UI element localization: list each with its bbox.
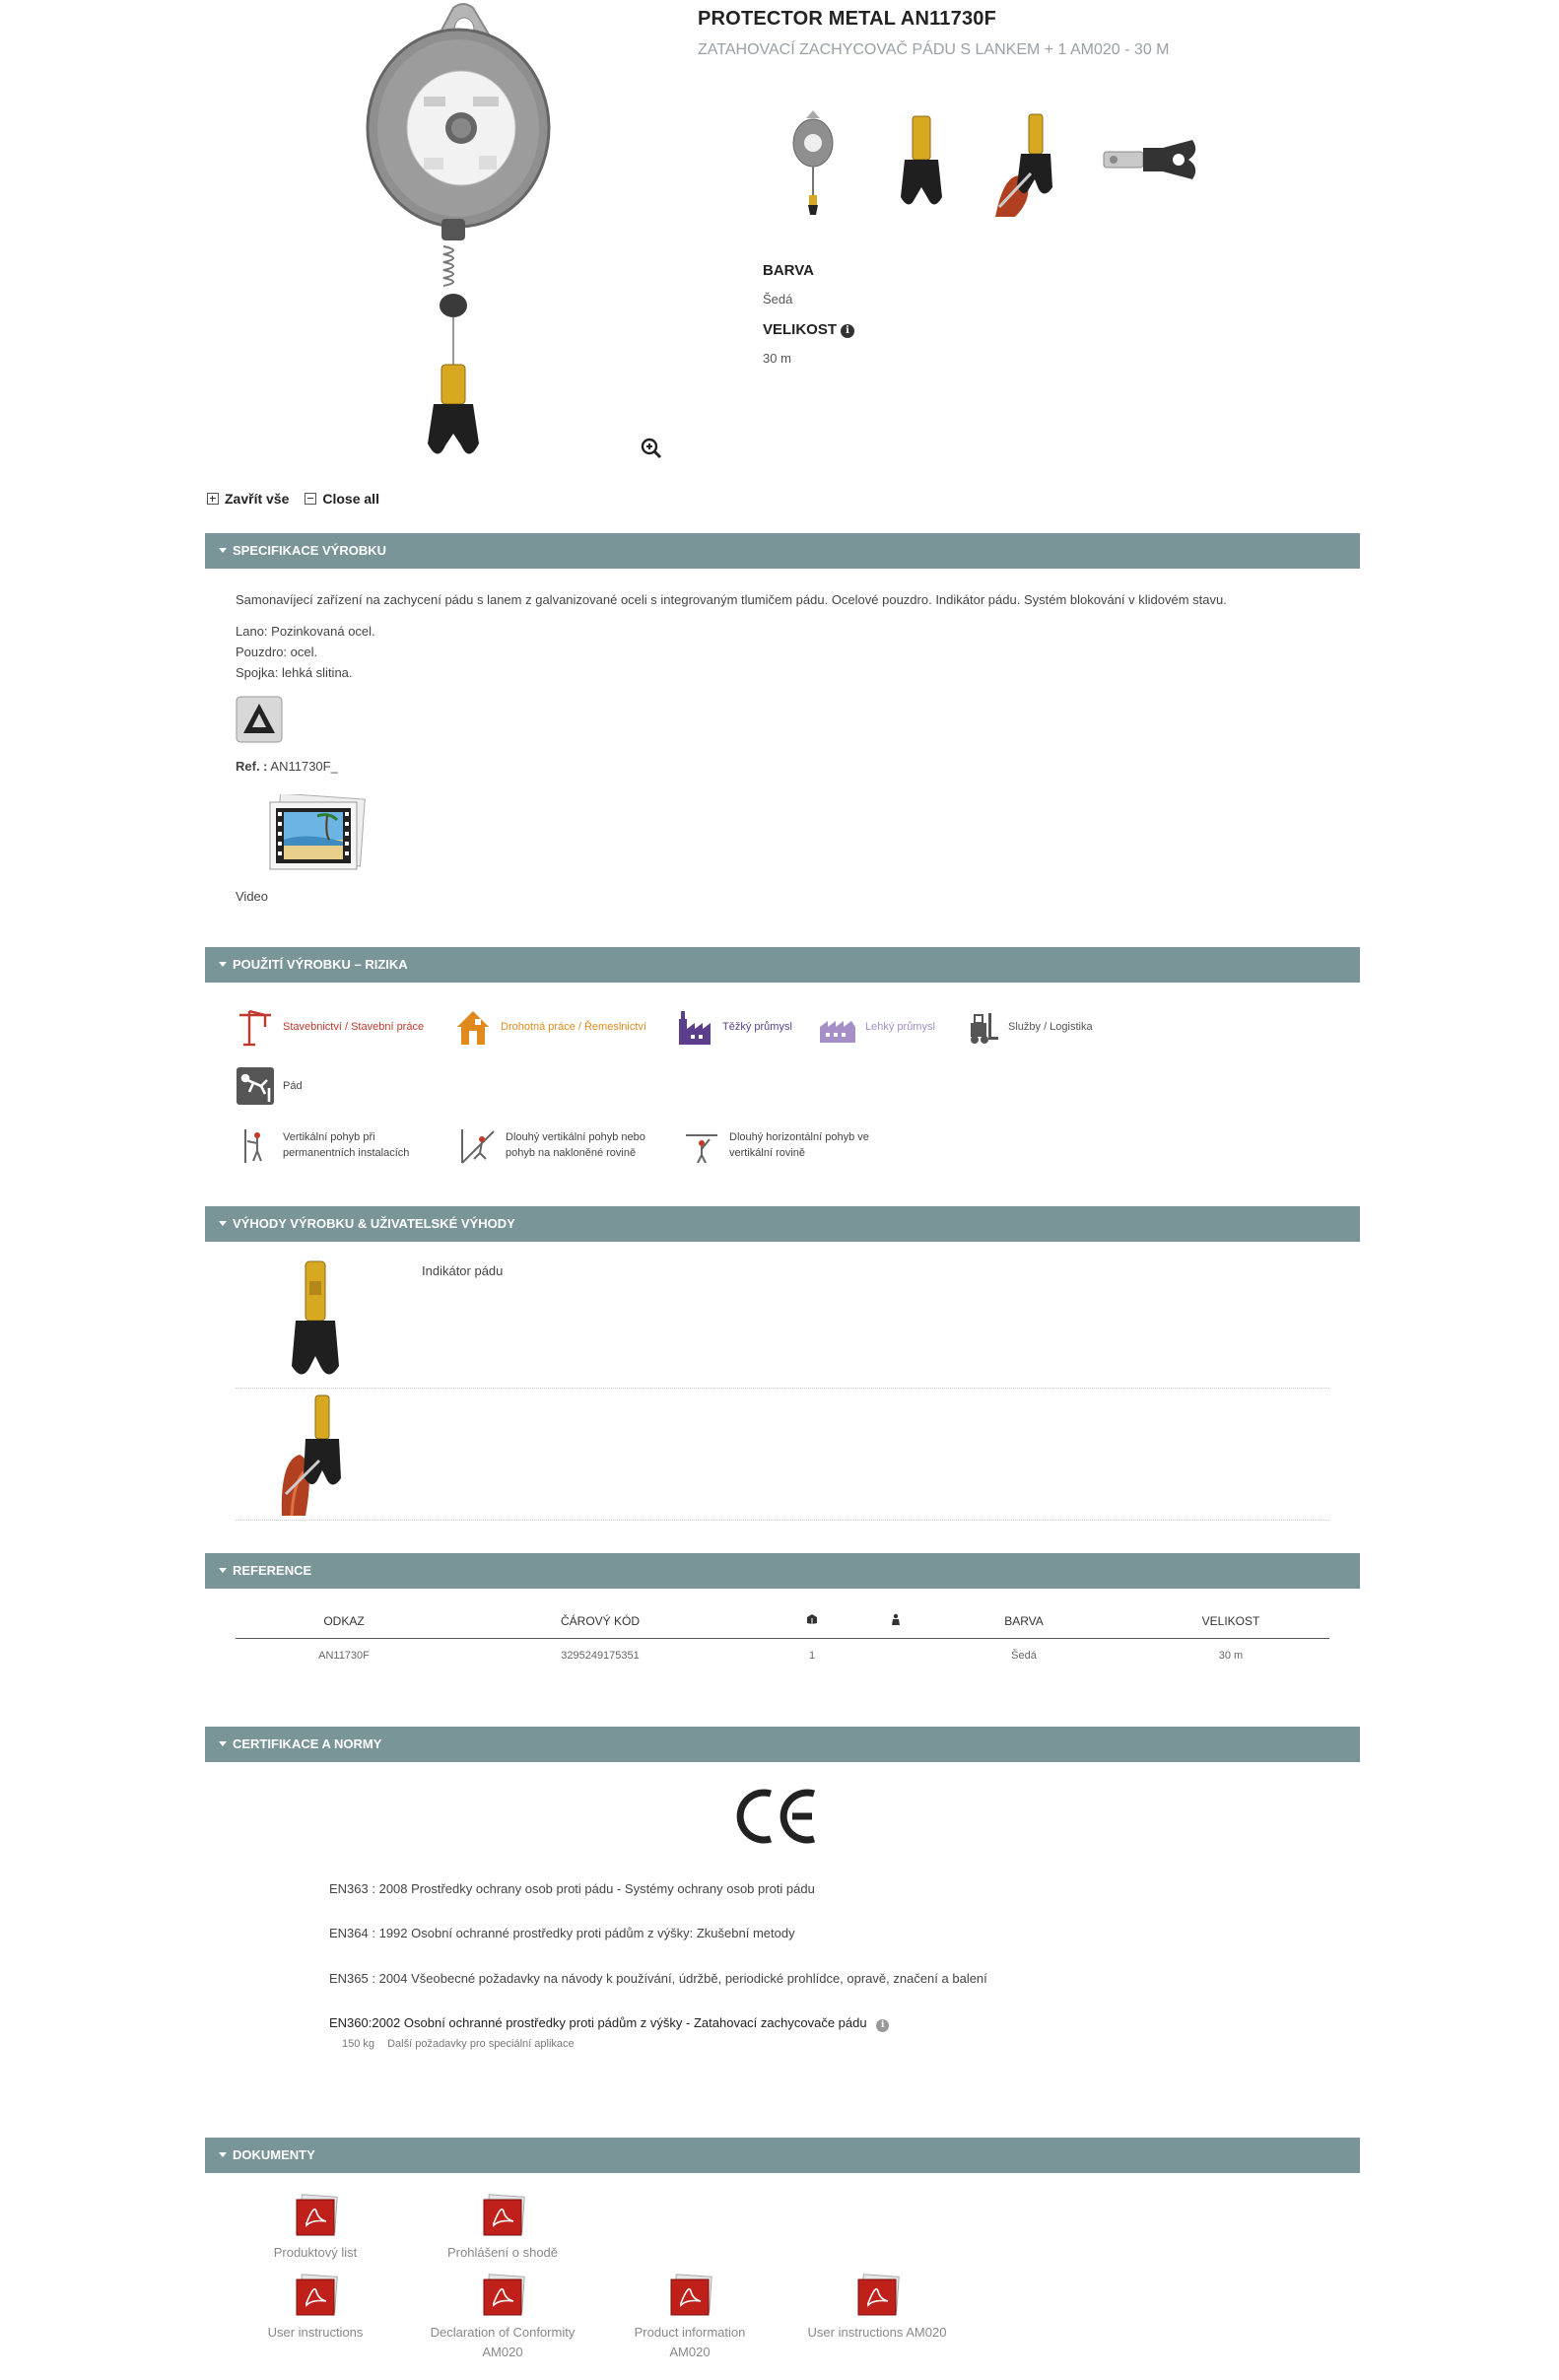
benefit-image-rope [276, 1392, 355, 1516]
cell-empty [876, 1638, 915, 1673]
size-label: VELIKOST [763, 321, 838, 338]
inclined-movement-icon [458, 1125, 498, 1165]
document-user-instructions-am020[interactable] [788, 2274, 966, 2343]
norm-sub-text: Další požadavky pro speciální aplikace [387, 2038, 575, 2050]
section-title: VÝHODY VÝROBKU & UŽIVATELSKÉ VÝHODY [233, 1216, 515, 1231]
benefit-divider [236, 1520, 1329, 1521]
movement-label: Dlouhý vertikální pohyb nebo pohyb na nakloněné rovině [506, 1131, 645, 1159]
crane-icon [236, 1007, 275, 1047]
norm-en360-sub [342, 2038, 575, 2050]
video-label[interactable]: Video [236, 889, 269, 904]
document-declaration-cz[interactable] [414, 2194, 591, 2263]
column-header-package-icon [748, 1604, 876, 1638]
thumbnail-gallery [769, 108, 1222, 217]
sector-construction [236, 1007, 424, 1047]
norm-en360: EN360:2002 Osobní ochranné prostředky proti pádům z výšky - Zatahovací zachycovače pádu [329, 2015, 867, 2030]
benefit-image-fall-indicator [276, 1258, 355, 1386]
vertical-movement-icon [236, 1125, 275, 1165]
color-label: BARVA [763, 262, 814, 279]
caret-down-icon [219, 962, 227, 967]
section-header-documents[interactable] [205, 2138, 1360, 2173]
caret-down-icon [219, 1568, 227, 1573]
close-all-label-cz: Zavřít vše [225, 491, 290, 507]
product-header [0, 0, 1559, 512]
sector-label: Služby / Logistika [1008, 1021, 1093, 1033]
norm-en364: EN364 : 1992 Osobní ochranné prostředky proti pádům z výšky: Zkušební metody [329, 1926, 795, 1940]
norm-sub-value: 150 kg [342, 2038, 375, 2050]
sector-light-industry [818, 1007, 935, 1047]
horizontal-movement-icon [682, 1125, 721, 1165]
size-label-row [763, 321, 854, 338]
section-header-benefits[interactable] [205, 1206, 1360, 1242]
cell-size: 30 m [1218, 1650, 1244, 1663]
collapse-all-button[interactable] [305, 491, 379, 507]
fall-risk-icon [236, 1066, 275, 1106]
thumbnail-4[interactable] [1094, 108, 1202, 217]
pdf-icon [852, 2274, 902, 2317]
document-product-sheet[interactable] [227, 2194, 404, 2263]
section-title: POUŽITÍ VÝROBKU – RIZIKA [233, 957, 408, 972]
expand-icon [207, 493, 219, 505]
cell-barcode: 3295249175351 [561, 1650, 640, 1663]
sector-services-logistics [961, 1007, 1093, 1047]
sector-label: Stavebnictví / Stavební práce [283, 1021, 425, 1033]
house-icon [453, 1007, 493, 1047]
sector-label: Lehký průmysl [865, 1021, 935, 1033]
spec-material-connector: Spojka: lehká slitina. [236, 665, 353, 680]
sector-heavy-industry [675, 1007, 792, 1047]
ce-mark-icon [731, 1782, 820, 1851]
movement-label: Dlouhý horizontální pohyb ve vertikální rovině [729, 1131, 869, 1159]
document-label: Declaration of Conformity AM020 [430, 2325, 576, 2359]
forklift-icon [961, 1007, 1000, 1047]
video-thumbnail-icon[interactable] [266, 794, 367, 873]
movement-vertical-permanent [236, 1125, 409, 1165]
section-header-specification[interactable] [205, 533, 1360, 569]
document-label: Prohlášení o shodě [446, 2245, 559, 2260]
reference-table [236, 1604, 1329, 1673]
section-title: REFERENCE [233, 1563, 312, 1578]
spec-material-housing: Pouzdro: ocel. [236, 645, 318, 659]
product-title: PROTECTOR METAL AN11730F [698, 8, 997, 30]
info-icon[interactable]: i [876, 2019, 889, 2032]
light-factory-icon [818, 1007, 857, 1047]
pdf-icon [291, 2274, 340, 2317]
norm-en360-row [329, 2015, 889, 2032]
movement-label: Vertikální pohyb při permanentních instalacích [283, 1131, 410, 1159]
expand-all-button[interactable] [207, 491, 289, 507]
cell-color: Šedá [1011, 1650, 1037, 1663]
movement-vertical-long [458, 1125, 645, 1165]
box-icon [806, 1613, 818, 1625]
column-header-barcode: ČÁROVÝ KÓD [452, 1604, 748, 1638]
pdf-icon [478, 2274, 527, 2317]
section-title: DOKUMENTY [233, 2147, 315, 2162]
section-title: CERTIFIKACE A NORMY [233, 1736, 382, 1751]
column-header-person-icon [876, 1604, 915, 1638]
section-header-reference[interactable] [205, 1553, 1360, 1589]
product-main-image[interactable] [335, 0, 572, 473]
table-header-row [236, 1604, 1329, 1638]
benefit-label: Indikátor pádu [422, 1263, 504, 1278]
sector-label: Těžký průmysl [722, 1021, 792, 1033]
thumbnail-3[interactable] [985, 108, 1074, 217]
spec-material-cable: Lano: Pozinkovaná ocel. [236, 624, 375, 639]
spec-ref-row [236, 759, 338, 774]
column-header-size: VELIKOST [1132, 1604, 1329, 1638]
sector-label: Drohotná práce / Řemeslnictví [501, 1021, 646, 1033]
norm-en363: EN363 : 2008 Prostředky ochrany osob proti pádu - Systémy ochrany osob proti pádu [329, 1881, 815, 1896]
pdf-icon [478, 2194, 527, 2237]
close-all-label-en: Close all [322, 491, 379, 507]
cell-ref: AN11730F [318, 1650, 370, 1663]
document-label: User instructions [267, 2325, 364, 2340]
ref-value: AN11730F_ [270, 759, 338, 774]
svg-text:CE: CE [731, 1782, 733, 1783]
ref-label: Ref. : [236, 759, 268, 774]
person-icon [891, 1613, 901, 1625]
document-product-info-am020[interactable] [601, 2274, 779, 2362]
norm-en365: EN365 : 2004 Všeobecné požadavky na návody k používání, údržbě, periodické prohlídce, opravě, značení a balení [329, 1971, 987, 1986]
pdf-icon [291, 2194, 340, 2237]
document-label: User instructions AM020 [807, 2325, 947, 2340]
product-subtitle: ZATAHOVACÍ ZACHYCOVAČ PÁDU S LANKEM + 1 AM020 - 30 M [698, 41, 1170, 58]
caret-down-icon [219, 548, 227, 553]
delta-plus-logo-icon [236, 696, 283, 743]
section-toggle-row [207, 491, 385, 507]
column-header-color: BARVA [915, 1604, 1132, 1638]
document-user-instructions[interactable] [227, 2274, 404, 2343]
pdf-icon [665, 2274, 714, 2317]
factory-icon [675, 1007, 714, 1047]
column-header-ref: ODKAZ [236, 1604, 452, 1638]
risk-label: Pád [283, 1080, 303, 1092]
section-header-certification[interactable] [205, 1727, 1360, 1762]
thumbnail-1[interactable] [769, 108, 857, 217]
thumbnail-2[interactable] [877, 108, 966, 217]
benefit-divider [236, 1388, 1329, 1389]
document-label: Product information AM020 [634, 2325, 746, 2359]
document-declaration-am020[interactable] [414, 2274, 591, 2362]
section-title: SPECIFIKACE VÝROBKU [233, 543, 387, 558]
size-value: 30 m [763, 351, 791, 366]
collapse-icon [305, 493, 316, 505]
movement-horizontal-long [682, 1125, 869, 1165]
section-header-usage[interactable] [205, 947, 1360, 983]
risk-fall [236, 1066, 303, 1106]
caret-down-icon [219, 1221, 227, 1226]
spec-description: Samonavíjecí zařízení na zachycení pádu s lanem z galvanizované oceli s integrovaným tlumičem pádu. Ocelové pouzdro. Indikátor pádu. Systém blokování v klidovém stavu. [236, 592, 1227, 607]
caret-down-icon [219, 1741, 227, 1746]
document-label: Produktový list [273, 2245, 358, 2260]
sector-craftwork [453, 1007, 646, 1047]
info-icon[interactable]: i [841, 324, 854, 338]
cell-package-qty: 1 [808, 1650, 816, 1663]
table-row[interactable] [236, 1638, 1329, 1673]
color-value: Šedá [763, 292, 793, 306]
zoom-icon[interactable] [639, 436, 664, 461]
caret-down-icon [219, 2152, 227, 2157]
